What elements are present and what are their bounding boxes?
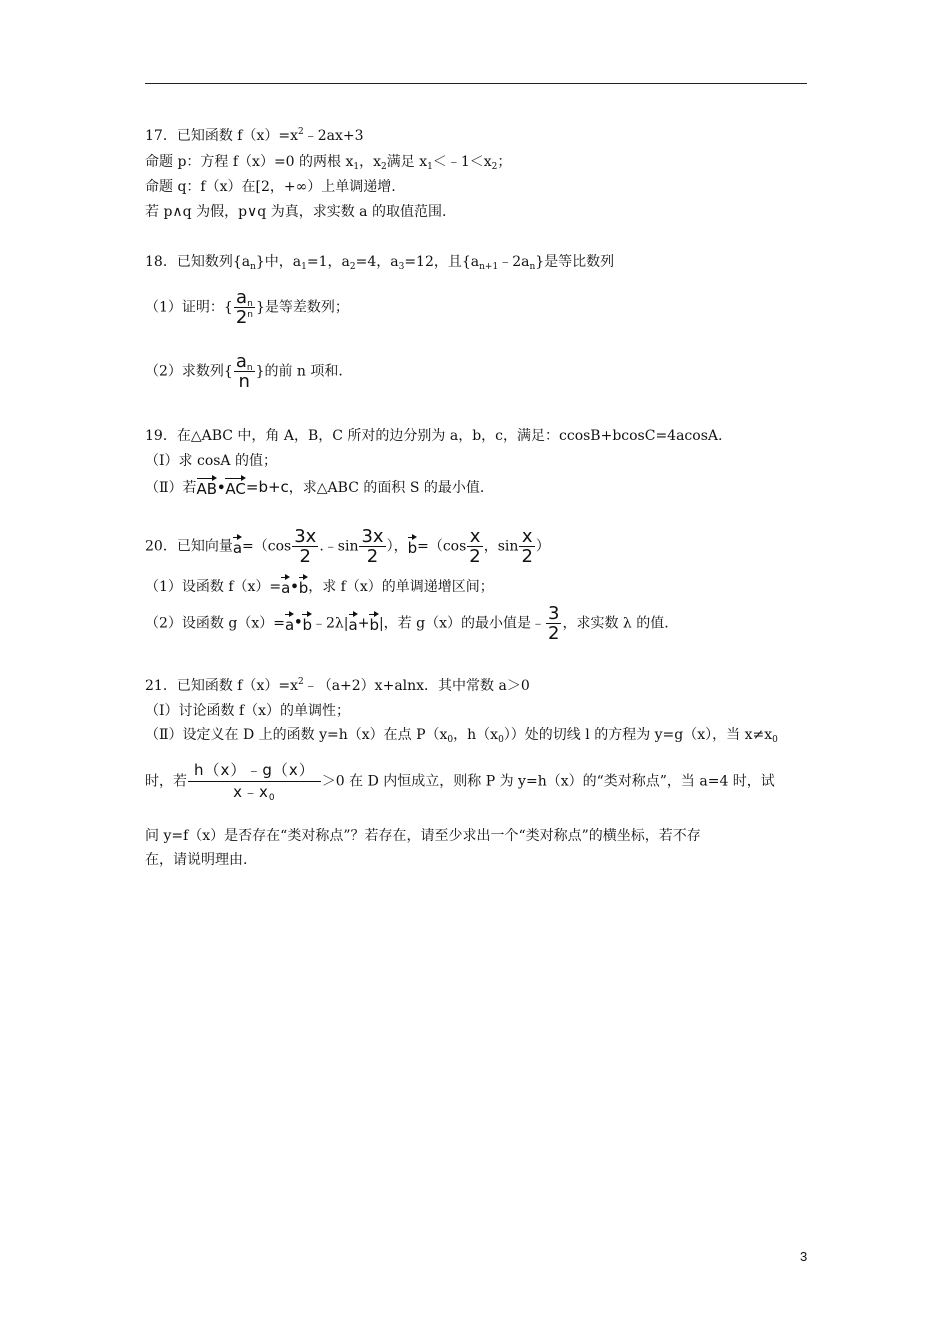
- vector-b: b: [369, 611, 379, 633]
- q21-part1: （Ⅰ）讨论函数 f（x）的单调性；: [145, 703, 351, 719]
- q20-stem: 20．已知向量a=（cos $\frac{3x}{2}$ .﹣sin $\frac{3x}{2}$ ），b=（cos $\frac{x}{2}$ ，sin $\frac{x}{2}$ ）: [145, 526, 550, 567]
- q18-stem: 18．已知数列$\{a_n\}$中，$a_1=1$，$a_2=4$，$a_3=12$，且$\{a_{n+1}﹣2a_n\}$是等比数列: [145, 254, 615, 272]
- q21-stem: 21．已知函数 $f(x)=x^2﹣(a+2)x+alnx$．其中常数 a＞0: [145, 677, 530, 694]
- q17-question: 若 p∧q 为假，p∨q 为真，求实数 a 的取值范围.: [145, 204, 447, 220]
- q21-part2-line2: 时，若 $\frac{h(x)﹣g(x)}{x﹣x_0}$ ＞0 在 D 内恒成立，则称 P 为 y=h（x）的“类对称点”，当 a=4 时，试: [145, 761, 775, 803]
- q17-stem: 17．已知函数 $f(x)=x^2﹣2ax+3$: [145, 127, 364, 144]
- q20-fraction-3-over-2: $\frac{3}{2}$: [548, 603, 560, 644]
- q20-part1: （1）设函数 f（x）=a•b，求 f（x）的单调递增区间；: [145, 574, 494, 597]
- vector-ab: AB: [197, 475, 218, 497]
- q20-fraction-3x-over-2-b: $\frac{3x}{2}$: [361, 526, 384, 567]
- q17-proposition-p: 命题 p：方程 f（x）=0 的两根 $x_1$，$x_2$满足 $x_1<﹣1<x_2$；: [145, 154, 512, 172]
- page-number: 3: [800, 1249, 808, 1264]
- q21-part2-line3: 问 y=f（x）是否存在“类对称点”？若存在，请至少求出一个“类对称点”的横坐标，若不存: [145, 828, 701, 844]
- q20-fraction-x-over-2: $\frac{x}{2}$: [469, 526, 481, 567]
- q20-part2: （2）设函数 g（x）=a•b﹣2λ|a+b|，若 g（x）的最小值是﹣ $\frac{3}{2}$ ，求实数 λ 的值.: [145, 603, 669, 644]
- q19-part1: （Ⅰ）求 cosA 的值；: [145, 453, 277, 469]
- vector-b: b: [299, 574, 309, 596]
- q17-proposition-q: 命题 q：f（x）在[2，+∞）上单调递增.: [145, 179, 396, 195]
- q19-stem: 19．在△ABC 中，角 A，B，C 所对的边分别为 a，b，c，满足：ccosB+bcosC=4acosA.: [145, 428, 723, 444]
- vector-a: a: [349, 611, 358, 633]
- vector-ac: AC: [225, 475, 245, 497]
- q21-part2-line4: 在，请说明理由.: [145, 852, 248, 868]
- q21-fraction-h-minus-g: $\frac{h(x)﹣g(x)}{x﹣x_0}$: [188, 760, 321, 803]
- q21-part2-line1: （Ⅱ）设定义在 D 上的函数 y=h（x）在点 $P(x_0$，$h(x_0)$）处的切线 l 的方程为 y=g（x），当 $x\ne x_0$: [145, 727, 778, 745]
- q18-fraction-an-over-n: $\frac{a_n}{n}$: [235, 351, 253, 392]
- vector-b: b: [302, 611, 312, 633]
- vector-a: a: [233, 534, 242, 556]
- vector-a: a: [285, 611, 294, 633]
- q18-fraction-an-over-2n: $\frac{a_n}{2^n}$: [235, 287, 253, 328]
- q18-part1: （1）证明：{ $\frac{a_n}{2^n}$ }是等差数列；: [145, 287, 349, 328]
- header-rule: [145, 83, 807, 84]
- vector-b: b: [408, 534, 418, 556]
- q18-part2: （2）求数列{ $\frac{a_n}{n}$ }的前 n 项和.: [145, 351, 343, 392]
- q20-fraction-x-over-2-b: $\frac{x}{2}$: [521, 526, 533, 567]
- q19-part2: （Ⅱ）若AB•AC=b+c，求△ABC 的面积 S 的最小值.: [145, 475, 484, 498]
- vector-a: a: [281, 574, 290, 596]
- q20-fraction-3x-over-2: $\frac{3x}{2}$: [294, 526, 317, 567]
